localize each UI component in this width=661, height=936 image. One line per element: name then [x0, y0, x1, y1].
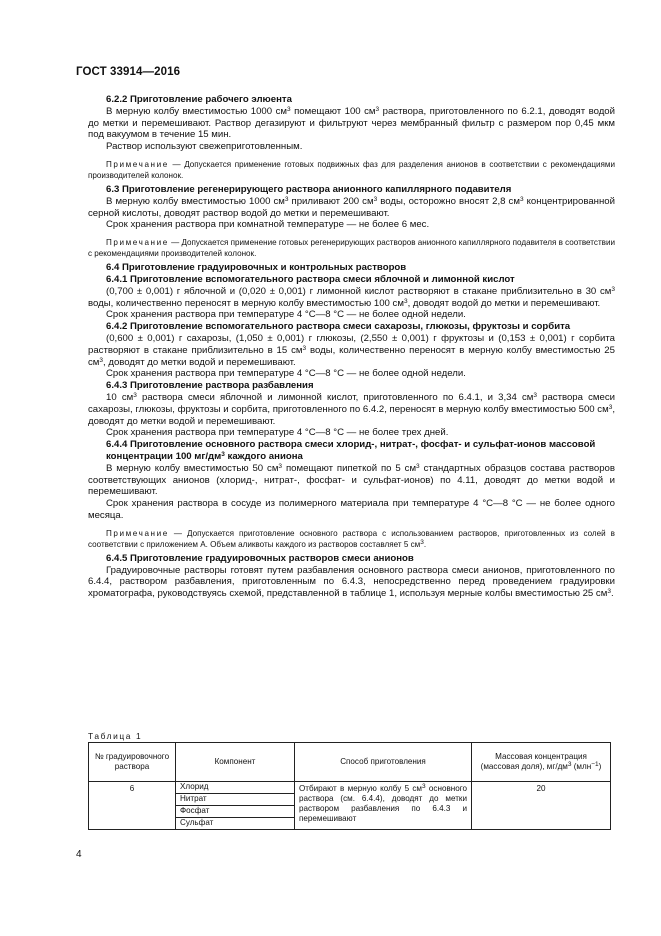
note: Примечание — Допускается применение готовых подвижных фаз для разделения анионов в соответствии с рекомендациями производителей колонок.: [88, 159, 615, 180]
table-cell-component: Хлорид: [176, 782, 295, 794]
note: Примечание — Допускается приготовление основного раствора с использованием растворов, приготовленных из солей в соответствии с приложением А. Объем аликвоты каждого из растворов составляет 5 $см^3$.: [88, 528, 615, 549]
document-header: ГОСТ 33914—2016: [76, 66, 181, 78]
paragraph: В мерную колбу вместимостью 1000 $см^3$ помещают 100 $см^3$ раствора, приготовленного по 6.2.1, доводят водой до метки и перемешивают. Раствор дегазируют и фильтруют через мембранный фильтр с размером пор 0,45 мкм под вакуумом в течение 15 мин.: [88, 105, 615, 141]
section-heading-6-4-3: 6.4.3 Приготовление раствора разбавления: [106, 380, 314, 392]
table-cell-method: Отбирают в мерную колбу 5 $см^3$ основного раствора (см. 6.4.4), доводят до метки раствором разбавления по 6.4.3 и перемешивают: [295, 782, 472, 830]
paragraph: Срок хранения раствора в сосуде из полимерного материала при температуре 4 °С—8 °С — не более одного месяца.: [88, 498, 615, 521]
table-caption: Таблица 1: [88, 731, 143, 741]
paragraph: Срок хранения раствора при комнатной температуре — не более 6 мес.: [106, 219, 430, 231]
table-cell-component: Нитрат: [176, 794, 295, 806]
table-1: [88, 742, 611, 830]
paragraph: Градуировочные растворы готовят путем разбавления основного раствора смеси анионов, приготовленного по 6.4.4, раствором разбавления, приготовленным по 6.4.3, непосредственно перед проведением градуировки хроматографа, руководствуясь схемой, представленной в таблице 1, используя мерные колбы вместимостью 25 $см^3$.: [88, 564, 615, 600]
paragraph: Раствор используют свежеприготовленным.: [106, 141, 303, 153]
table-header-cell: Компонент: [176, 743, 295, 782]
paragraph: (0,700 ± 0,001) г яблочной и (0,020 ± 0,001) г лимонной кислот растворяют в стакане приблизительно в 30 $см^3$ воды, количественно переносят в мерную колбу вместимостью 100 $см^3$, доводят водой до метки и перемешивают.: [88, 285, 615, 309]
table-cell-value: 20: [472, 782, 611, 830]
section-heading-6-4-4: 6.4.4 Приготовление основного раствора смеси хлорид-, нитрат-, фосфат- и сульфат-ионов массовой концентрации 100 $мг/дм^3$ каждого аниона: [106, 439, 596, 462]
table-cell-component: Сульфат: [176, 818, 295, 830]
section-heading-6-3: 6.3 Приготовление регенерирующего раствора анионного капиллярного подавителя: [106, 183, 512, 195]
table-cell-number: 6: [89, 782, 176, 830]
paragraph: (0,600 ± 0,001) г сахарозы, (1,050 ± 0,001) г глюкозы, (2,550 ± 0,001) г фруктозы и (0,153 ± 0,001) г сорбита растворяют в стакане приблизительно в 15 $см^3$ воды, количественно переносят в мерную колбу вместимостью 25 $см^3$, доводят до метки водой и перемешивают.: [88, 332, 615, 368]
table-header-cell: № градуировочного раствора: [89, 743, 176, 782]
paragraph: В мерную колбу вместимостью 1000 $см^3$ приливают 200 $см^3$ воды, осторожно вносят 2,8 $см^3$ концентрированной серной кислоты, доводят раствор водой до метки и перемешивают.: [88, 195, 615, 219]
section-heading-6-4-2: 6.4.2 Приготовление вспомогательного раствора смеси сахарозы, глюкозы, фруктозы и сорбита: [106, 321, 571, 333]
table-cell-component: Фосфат: [176, 806, 295, 818]
section-heading-6-4-5: 6.4.5 Приготовление градуировочных растворов смеси анионов: [106, 552, 414, 564]
paragraph: Срок хранения раствора при температуре 4 °С—8 °С — не более одной недели.: [106, 368, 466, 380]
document-body: [88, 94, 615, 600]
table-header-cell: Массовая концентрация (массовая доля), $мг/дм^3$ (млн$^{-1}$): [472, 743, 611, 782]
table-header-cell: Способ приготовления: [295, 743, 472, 782]
table-header-row: [89, 743, 611, 782]
section-heading-6-2-2: 6.2.2 Приготовление рабочего элюента: [106, 94, 292, 105]
paragraph: В мерную колбу вместимостью 50 $см^3$ помещают пипеткой по 5 $см^3$ стандартных образцов состава растворов соответствующих анионов (хлорид-, нитрат-, фосфат- и сульфат-ионов) по 4.11, доводят до метки водой и перемешивают.: [88, 462, 615, 498]
section-heading-6-4: 6.4 Приготовление градуировочных и контрольных растворов: [106, 262, 407, 274]
section-heading-6-4-1: 6.4.1 Приготовление вспомогательного раствора смеси яблочной и лимонной кислот: [106, 273, 515, 285]
paragraph: Срок хранения раствора при температуре 4 °С—8 °С — не более одной недели.: [106, 309, 466, 321]
table-row: [89, 782, 611, 794]
page-number: 4: [76, 849, 82, 860]
note: Примечание — Допускается применение готовых регенерирующих растворов анионного капиллярного подавителя в соответствии с рекомендациями производителей колонок.: [88, 238, 615, 259]
paragraph: 10 $см^3$ раствора смеси яблочной и лимонной кислот, приготовленного по 6.4.1, и 3,34 $см^3$ раствора смеси сахарозы, глюкозы, фруктозы и сорбита, приготовленного по 6.4.2, переносят в мерную колбу вместимостью 500 $см^3$, доводят до метки водой и перемешивают.: [88, 391, 615, 427]
paragraph: Срок хранения раствора при температуре 4 °С—8 °С — не более трех дней.: [106, 427, 449, 439]
